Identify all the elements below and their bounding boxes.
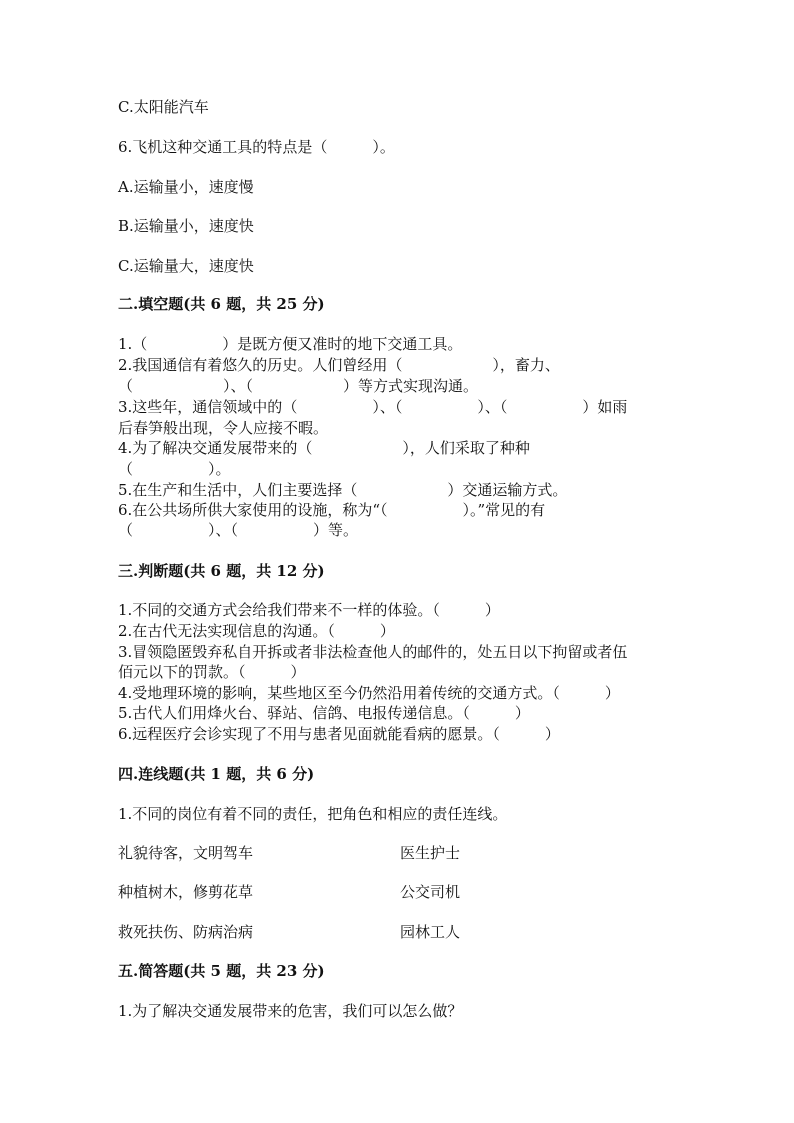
fill-line-3: （ ）、（ ）等方式实现沟通。 — [118, 377, 479, 395]
match-left-1: 礼貌待客，文明驾车 — [118, 844, 254, 862]
question-6-option-b: B.运输量小，速度快 — [118, 217, 254, 235]
section-2-heading: 二.填空题(共 6 题，共 25 分) — [118, 295, 325, 313]
match-right-1: 医生护士 — [400, 844, 461, 862]
fill-line-4: 3.这些年，通信领域中的（ ）、（ ）、（ ）如雨 — [118, 398, 628, 416]
judge-line-6: 5.古代人们用烽火台、驿站、信鸽、电报传递信息。（ ） — [118, 704, 530, 722]
matching-question: 1.不同的岗位有着不同的责任，把角色和相应的责任连线。 — [118, 805, 508, 823]
fill-line-7: （ ）。 — [118, 460, 231, 478]
section-4-heading: 四.连线题(共 1 题，共 6 分) — [118, 765, 315, 783]
fill-line-2: 2.我国通信有着悠久的历史。人们曾经用（ ），畜力、 — [118, 356, 560, 374]
judge-line-5: 4.受地理环境的影响，某些地区至今仍然沿用着传统的交通方式。（ ） — [118, 684, 620, 702]
match-right-3: 园林工人 — [400, 923, 461, 941]
judge-line-7: 6.远程医疗会诊实现了不用与患者见面就能看病的愿景。（ ） — [118, 725, 560, 743]
fill-line-9: 6.在公共场所供大家使用的设施，称为“（ ）。”常见的有 — [118, 501, 546, 519]
judge-line-4: 佰元以下的罚款。（ ） — [118, 663, 306, 681]
section-3-heading: 三.判断题(共 6 题，共 12 分) — [118, 562, 325, 580]
match-left-2: 种植树木，修剪花草 — [118, 883, 254, 901]
match-left-3: 救死扶伤、防病治病 — [118, 923, 254, 941]
question-6: 6.飞机这种交通工具的特点是（ ）。 — [118, 138, 395, 156]
fill-line-8: 5.在生产和生活中，人们主要选择（ ）交通运输方式。 — [118, 481, 568, 499]
judge-line-3: 3.冒领隐匿毁弃私自开拆或者非法检查他人的邮件的，处五日以下拘留或者伍 — [118, 643, 628, 661]
question-6-option-a: A.运输量小，速度慢 — [118, 178, 254, 196]
match-right-2: 公交司机 — [400, 883, 461, 901]
section-5-heading: 五.简答题(共 5 题，共 23 分) — [118, 962, 325, 980]
judge-line-2: 2.在古代无法实现信息的沟通。（ ） — [118, 622, 395, 640]
fill-line-10: （ ）、（ ）等。 — [118, 521, 359, 539]
judge-line-1: 1.不同的交通方式会给我们带来不一样的体验。（ ） — [118, 601, 500, 619]
fill-line-1: 1.（ ）是既方便又准时的地下交通工具。 — [118, 335, 463, 353]
question-6-option-c: C.运输量大，速度快 — [118, 257, 254, 275]
option-c-solar-car: C.太阳能汽车 — [118, 98, 209, 116]
fill-line-6: 4.为了解决交通发展带来的（ ），人们采取了种种 — [118, 439, 530, 457]
fill-line-5: 后春笋般出现，令人应接不暇。 — [118, 419, 329, 437]
short-answer-question-1: 1.为了解决交通发展带来的危害，我们可以怎么做？ — [118, 1002, 463, 1020]
